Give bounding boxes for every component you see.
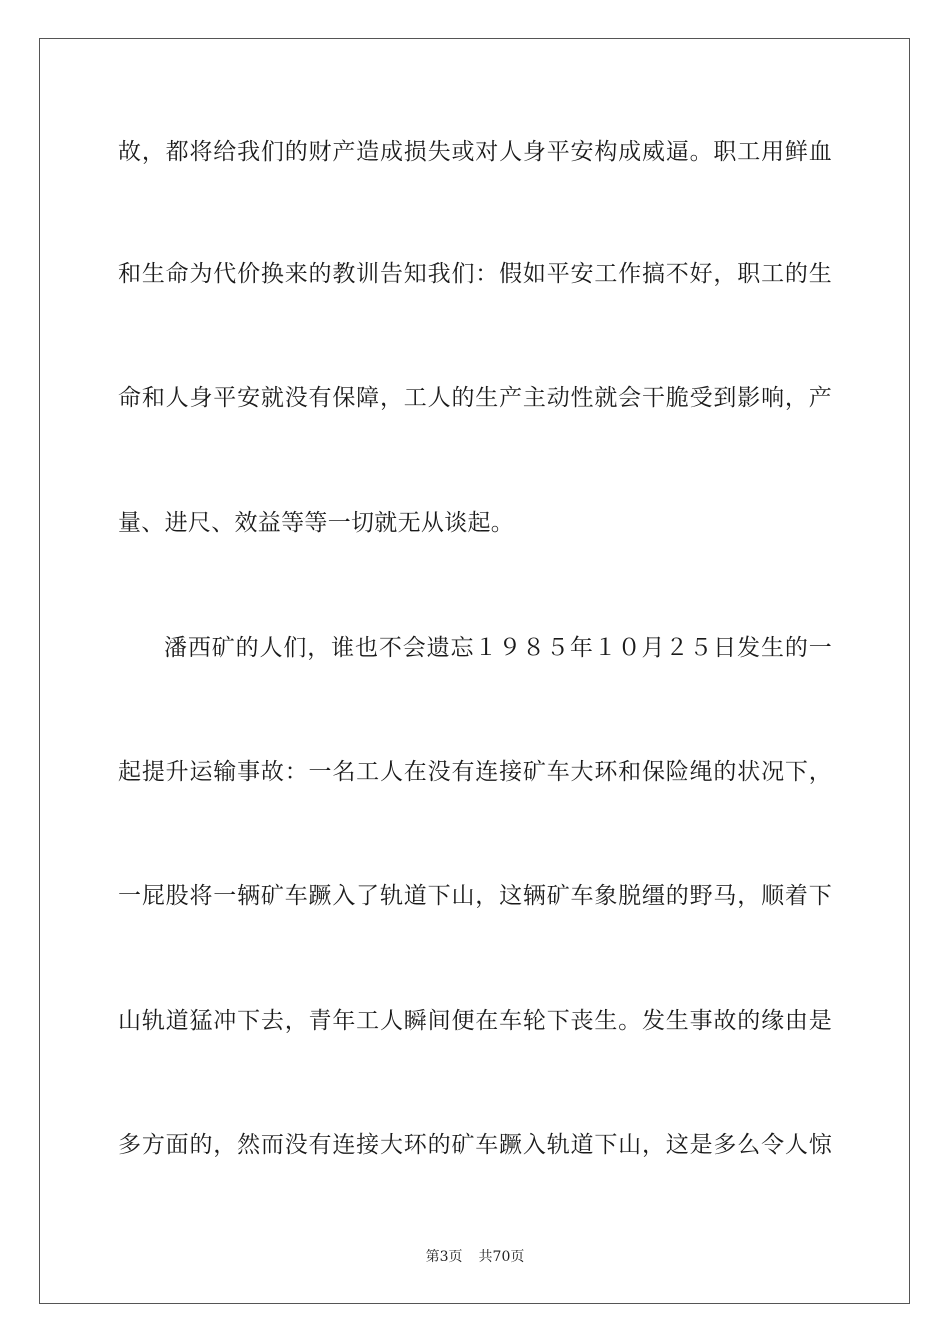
paragraph-line: 山轨道猛冲下去，青年工人瞬间便在车轮下丧生。发生事故的缘由是 [118, 1008, 832, 1034]
page-total: 共70页 [478, 1249, 525, 1265]
page-number: 第3页 [425, 1249, 463, 1265]
paragraph-line: 起提升运输事故：一名工人在没有连接矿车大环和保险绳的状况下， [118, 759, 832, 785]
paragraph-line: 和生命为代价换来的教训告知我们：假如平安工作搞不好，职工的生 [118, 261, 832, 287]
page-border [39, 38, 910, 1304]
page-footer [0, 1248, 950, 1266]
paragraph-line: 命和人身平安就没有保障，工人的生产主动性就会干脆受到影响，产 [118, 385, 832, 411]
paragraph-line: 潘西矿的人们，谁也不会遗忘１９８５年１０月２５日发生的一 [164, 635, 832, 661]
paragraph-line: 多方面的，然而没有连接大环的矿车蹶入轨道下山，这是多么令人惊 [118, 1132, 832, 1158]
paragraph-line: 故，都将给我们的财产造成损失或对人身平安构成威逼。职工用鲜血 [118, 139, 832, 165]
paragraph-line: 一屁股将一辆矿车蹶入了轨道下山，这辆矿车象脱缰的野马，顺着下 [118, 883, 832, 909]
paragraph-line: 量、进尺、效益等等一切就无从谈起。 [118, 510, 515, 536]
